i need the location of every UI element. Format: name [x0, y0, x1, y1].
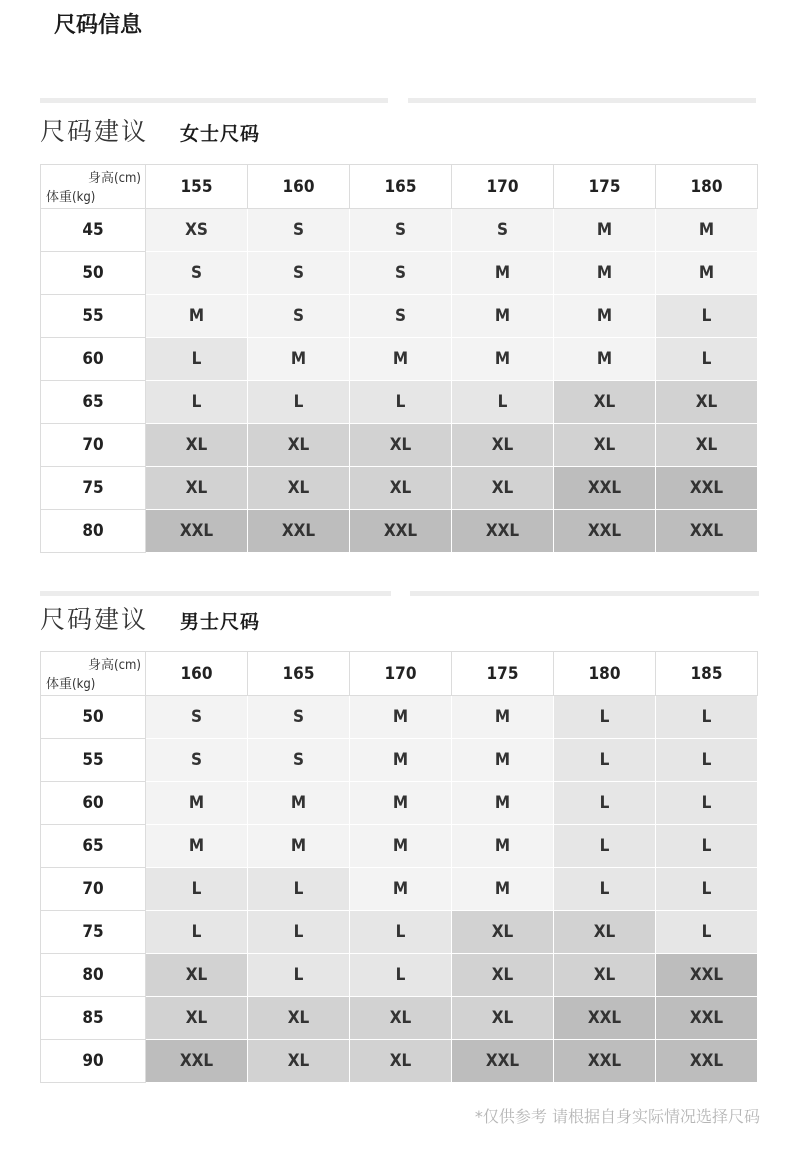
weight-cell: 70 [41, 424, 146, 467]
size-cell: XL [554, 424, 656, 467]
size-cell: XL [146, 424, 248, 467]
height-header: 180 [554, 652, 656, 696]
weight-cell: 65 [41, 825, 146, 868]
weight-cell: 50 [41, 252, 146, 295]
size-cell: L [146, 381, 248, 424]
table-row [41, 424, 758, 467]
size-cell: XL [248, 424, 350, 467]
size-cell: XL [248, 467, 350, 510]
size-cell: M [248, 782, 350, 825]
size-cell: S [248, 696, 350, 739]
size-cell: M [350, 338, 452, 381]
table-corner [41, 165, 146, 209]
size-cell: XXL [554, 467, 656, 510]
height-header: 170 [350, 652, 452, 696]
weight-cell: 60 [41, 782, 146, 825]
section-divider [410, 591, 759, 596]
size-cell: M [452, 782, 554, 825]
size-cell: L [656, 338, 758, 381]
table-row [41, 467, 758, 510]
size-cell: M [350, 782, 452, 825]
weight-cell: 80 [41, 510, 146, 553]
size-cell: XXL [554, 997, 656, 1040]
size-cell: L [146, 911, 248, 954]
size-cell: XL [452, 997, 554, 1040]
table-row [41, 1040, 758, 1083]
table-row [41, 252, 758, 295]
height-header: 175 [452, 652, 554, 696]
size-cell: L [656, 782, 758, 825]
weight-cell: 85 [41, 997, 146, 1040]
size-cell: S [248, 209, 350, 252]
size-cell: S [146, 252, 248, 295]
size-cell: M [554, 209, 656, 252]
weight-cell: 55 [41, 739, 146, 782]
size-cell: XL [554, 381, 656, 424]
size-cell: L [350, 381, 452, 424]
size-cell: XXL [554, 510, 656, 553]
size-cell: XXL [350, 510, 452, 553]
table-row [41, 696, 758, 739]
height-header: 180 [656, 165, 758, 209]
weight-cell: 60 [41, 338, 146, 381]
size-cell: M [452, 295, 554, 338]
size-cell: XL [350, 424, 452, 467]
size-cell: XL [452, 911, 554, 954]
size-cell: L [248, 954, 350, 997]
table-row [41, 911, 758, 954]
size-cell: S [248, 739, 350, 782]
size-cell: XL [248, 1040, 350, 1083]
table-row [41, 868, 758, 911]
size-cell: XXL [656, 954, 758, 997]
size-cell: XXL [452, 1040, 554, 1083]
table-row [41, 782, 758, 825]
page-title: 尺码信息 [54, 13, 143, 38]
header-row [41, 652, 758, 696]
size-cell: M [452, 338, 554, 381]
section-divider [408, 98, 756, 103]
weight-cell: 80 [41, 954, 146, 997]
table-row [41, 825, 758, 868]
weight-cell: 65 [41, 381, 146, 424]
size-cell: S [452, 209, 554, 252]
men-size-table [40, 651, 758, 1083]
size-cell: L [554, 782, 656, 825]
height-header: 155 [146, 165, 248, 209]
weight-cell: 90 [41, 1040, 146, 1083]
table-row [41, 510, 758, 553]
table-row [41, 209, 758, 252]
size-cell: L [146, 868, 248, 911]
size-cell: M [554, 252, 656, 295]
size-cell: M [656, 209, 758, 252]
size-cell: S [350, 295, 452, 338]
size-cell: L [248, 868, 350, 911]
size-cell: XL [452, 954, 554, 997]
table-row [41, 381, 758, 424]
size-cell: M [350, 825, 452, 868]
size-cell: M [554, 338, 656, 381]
height-header: 165 [350, 165, 452, 209]
size-cell: L [452, 381, 554, 424]
table-row [41, 997, 758, 1040]
size-cell: S [350, 252, 452, 295]
weight-cell: 50 [41, 696, 146, 739]
size-cell: L [656, 825, 758, 868]
size-cell: M [146, 295, 248, 338]
size-cell: M [350, 696, 452, 739]
size-cell: XL [350, 997, 452, 1040]
weight-axis-label: 体重(kg) [46, 190, 96, 205]
size-cell: XXL [452, 510, 554, 553]
size-cell: L [350, 911, 452, 954]
size-cell: XL [554, 954, 656, 997]
section-divider [40, 591, 391, 596]
size-cell: XL [656, 424, 758, 467]
size-cell: XXL [146, 510, 248, 553]
size-cell: XL [554, 911, 656, 954]
size-cell: L [656, 911, 758, 954]
size-cell: L [554, 696, 656, 739]
weight-cell: 70 [41, 868, 146, 911]
weight-axis-label: 体重(kg) [46, 677, 96, 692]
size-cell: M [452, 696, 554, 739]
size-cell: M [452, 825, 554, 868]
size-cell: L [656, 739, 758, 782]
section-title: 尺码建议 [40, 117, 149, 146]
height-header: 175 [554, 165, 656, 209]
size-cell: M [554, 295, 656, 338]
height-header: 160 [146, 652, 248, 696]
size-cell: L [554, 739, 656, 782]
size-cell: XXL [146, 1040, 248, 1083]
size-cell: S [146, 739, 248, 782]
size-cell: XL [248, 997, 350, 1040]
section-subtitle: 男士尺码 [180, 611, 261, 633]
table-row [41, 954, 758, 997]
height-header: 170 [452, 165, 554, 209]
size-cell: M [146, 782, 248, 825]
size-cell: XL [656, 381, 758, 424]
height-header: 160 [248, 165, 350, 209]
size-cell: XXL [248, 510, 350, 553]
size-cell: XL [452, 467, 554, 510]
size-cell: S [248, 295, 350, 338]
section-subtitle: 女士尺码 [180, 123, 261, 145]
size-cell: XXL [656, 997, 758, 1040]
size-cell: M [452, 868, 554, 911]
size-cell: M [656, 252, 758, 295]
size-cell: XXL [656, 1040, 758, 1083]
size-cell: XS [146, 209, 248, 252]
size-cell: XXL [554, 1040, 656, 1083]
size-cell: XL [452, 424, 554, 467]
size-cell: M [146, 825, 248, 868]
height-header: 185 [656, 652, 758, 696]
size-cell: XL [146, 467, 248, 510]
size-cell: M [350, 739, 452, 782]
size-cell: XXL [656, 467, 758, 510]
women-size-table [40, 164, 758, 553]
height-axis-label: 身高(cm) [88, 171, 141, 186]
size-cell: XL [146, 954, 248, 997]
size-cell: L [146, 338, 248, 381]
size-cell: XXL [656, 510, 758, 553]
section-title: 尺码建议 [40, 605, 149, 634]
table-row [41, 739, 758, 782]
height-header: 165 [248, 652, 350, 696]
size-cell: L [656, 868, 758, 911]
size-cell: L [554, 825, 656, 868]
size-cell: M [452, 252, 554, 295]
weight-cell: 55 [41, 295, 146, 338]
weight-cell: 75 [41, 467, 146, 510]
size-cell: L [248, 911, 350, 954]
header-row [41, 165, 758, 209]
size-cell: L [656, 295, 758, 338]
table-corner [41, 652, 146, 696]
disclaimer-note: *仅供参考 请根据自身实际情况选择尺码 [474, 1107, 760, 1126]
size-cell: L [554, 868, 656, 911]
size-cell: S [248, 252, 350, 295]
size-cell: S [146, 696, 248, 739]
size-cell: L [248, 381, 350, 424]
size-cell: XL [350, 1040, 452, 1083]
size-cell: S [350, 209, 452, 252]
section-divider [40, 98, 388, 103]
height-axis-label: 身高(cm) [88, 658, 141, 673]
weight-cell: 45 [41, 209, 146, 252]
women-section-header [40, 112, 260, 148]
men-section-header [40, 600, 260, 636]
size-cell: M [350, 868, 452, 911]
weight-cell: 75 [41, 911, 146, 954]
table-row [41, 338, 758, 381]
size-cell: M [248, 825, 350, 868]
size-cell: XL [146, 997, 248, 1040]
size-cell: L [656, 696, 758, 739]
table-row [41, 295, 758, 338]
size-cell: M [248, 338, 350, 381]
size-cell: L [350, 954, 452, 997]
size-cell: XL [350, 467, 452, 510]
size-cell: M [452, 739, 554, 782]
